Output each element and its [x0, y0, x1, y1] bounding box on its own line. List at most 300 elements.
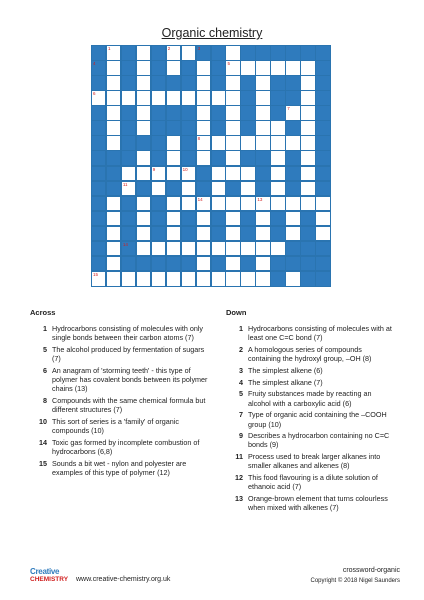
grid-cell-open[interactable] — [196, 226, 211, 242]
down-clue — [226, 410, 396, 428]
grid-cell-blocked — [181, 60, 196, 76]
grid-cell-blocked — [285, 90, 300, 106]
grid-cell-open[interactable] — [300, 105, 315, 121]
grid-cell-open[interactable] — [166, 45, 181, 61]
clue-number: 13 — [257, 196, 263, 202]
grid-cell-open[interactable] — [285, 226, 300, 242]
grid-cell-open[interactable] — [106, 45, 121, 61]
grid-cell-blocked — [121, 150, 136, 166]
grid-cell-open[interactable] — [166, 166, 181, 182]
grid-cell-blocked — [285, 150, 300, 166]
down-clue — [226, 378, 396, 387]
grid-cell-blocked — [196, 45, 211, 61]
grid-cell-blocked — [315, 135, 330, 151]
grid-cell-open[interactable] — [300, 166, 315, 182]
grid-cell-open[interactable] — [196, 211, 211, 227]
grid-cell-open[interactable] — [106, 60, 121, 76]
grid-cell-open[interactable] — [136, 105, 151, 121]
grid-cell-open[interactable] — [300, 150, 315, 166]
grid-cell-open[interactable] — [211, 90, 226, 106]
grid-cell-blocked — [240, 256, 255, 272]
grid-cell-blocked — [211, 60, 226, 76]
grid-cell-blocked — [211, 105, 226, 121]
grid-cell-blocked — [181, 120, 196, 136]
grid-cell-open[interactable] — [270, 181, 285, 197]
grid-cell-open[interactable] — [181, 45, 196, 61]
grid-cell-blocked — [106, 166, 121, 182]
clue-text: Compounds with the same chemical formula but different structures (7) — [52, 396, 206, 415]
clue-number-label: 11 — [235, 452, 243, 462]
grid-cell-blocked — [91, 211, 106, 227]
grid-cell-blocked — [181, 256, 196, 272]
grid-cell-blocked — [151, 60, 166, 76]
grid-cell-blocked — [315, 90, 330, 106]
across-clue — [30, 345, 210, 363]
clue-number-label: 3 — [239, 366, 243, 376]
grid-cell-open[interactable] — [196, 241, 211, 257]
grid-cell-open[interactable] — [315, 211, 330, 227]
grid-cell-open[interactable] — [196, 60, 211, 76]
grid-cell-open[interactable] — [255, 256, 270, 272]
grid-cell-blocked — [270, 211, 285, 227]
grid-cell-open[interactable] — [166, 241, 181, 257]
grid-cell-blocked — [91, 45, 106, 61]
grid-cell-blocked — [285, 75, 300, 91]
grid-cell-open[interactable] — [106, 90, 121, 106]
clue-number: 1 — [107, 46, 111, 51]
grid-cell-open[interactable] — [300, 120, 315, 136]
clue-text: Hydrocarbons consisting of molecules with only single bonds between their carbon atoms (7) — [52, 324, 204, 343]
grid-cell-open[interactable] — [136, 211, 151, 227]
grid-cell-open[interactable] — [255, 241, 270, 257]
grid-cell-blocked — [255, 45, 270, 61]
grid-cell-blocked — [285, 166, 300, 182]
grid-cell-open[interactable] — [91, 271, 106, 287]
page-title: Organic chemistry — [161, 26, 263, 40]
grid-cell-blocked — [91, 196, 106, 212]
grid-cell-blocked — [166, 256, 181, 272]
grid-cell-blocked — [166, 105, 181, 121]
grid-cell-open[interactable] — [136, 241, 151, 257]
grid-cell-open[interactable] — [106, 75, 121, 91]
clue-number-label: 6 — [43, 366, 47, 376]
grid-cell-blocked — [255, 181, 270, 197]
grid-cell-open[interactable] — [240, 60, 255, 76]
grid-cell-open[interactable] — [240, 135, 255, 151]
clue-number: 2 — [167, 46, 171, 51]
grid-cell-blocked — [300, 45, 315, 61]
grid-cell-open[interactable] — [225, 166, 240, 182]
grid-cell-open[interactable] — [136, 45, 151, 61]
clue-number-label: 12 — [235, 473, 243, 483]
grid-cell-open[interactable] — [225, 135, 240, 151]
grid-cell-open[interactable] — [270, 196, 285, 212]
clue-text: Sounds a bit wet - nylon and polyester are examples of this type of polymer (12) — [52, 458, 187, 478]
across-clue — [30, 459, 210, 477]
clue-number: 11 — [122, 181, 128, 187]
grid-cell-open[interactable] — [255, 196, 270, 212]
grid-cell-open[interactable] — [121, 90, 136, 106]
grid-cell-blocked — [315, 241, 330, 257]
grid-cell-open[interactable] — [196, 256, 211, 272]
across-clue-list — [30, 324, 210, 477]
grid-cell-blocked — [240, 75, 255, 91]
grid-cell-blocked — [285, 181, 300, 197]
grid-cell-blocked — [211, 226, 226, 242]
grid-cell-open[interactable] — [196, 271, 211, 287]
grid-cell-blocked — [151, 226, 166, 242]
grid-cell-blocked — [270, 45, 285, 61]
grid-cell-open[interactable] — [225, 60, 240, 76]
clue-text: The simplest alkane (7) — [248, 377, 323, 387]
grid-cell-open[interactable] — [136, 196, 151, 212]
clue-text: Type of organic acid containing the –COOH group (10) — [248, 410, 387, 429]
grid-cell-open[interactable] — [255, 75, 270, 91]
grid-cell-open[interactable] — [166, 211, 181, 227]
grid-cell-open[interactable] — [270, 60, 285, 76]
grid-cell-open[interactable] — [151, 181, 166, 197]
clue-number-label: 1 — [43, 324, 47, 334]
grid-cell-open[interactable] — [136, 226, 151, 242]
grid-cell-blocked — [121, 45, 136, 61]
grid-cell-open[interactable] — [225, 45, 240, 61]
grid-cell-open[interactable] — [225, 150, 240, 166]
clue-text: This food flavouring is a dilute solution of ethanoic acid (7) — [248, 473, 378, 492]
grid-cell-blocked — [240, 211, 255, 227]
grid-cell-blocked — [285, 241, 300, 257]
grid-cell-blocked — [270, 105, 285, 121]
grid-cell-blocked — [240, 150, 255, 166]
clue-number: 6 — [93, 91, 96, 97]
clue-number: 14 — [197, 196, 203, 202]
grid-cell-blocked — [106, 181, 121, 197]
grid-cell-open[interactable] — [240, 196, 255, 212]
grid-cell-open[interactable] — [240, 166, 255, 182]
grid-cell-blocked — [121, 196, 136, 212]
grid-cell-open[interactable] — [225, 90, 240, 106]
grid-cell-open[interactable] — [196, 90, 211, 106]
grid-cell-open[interactable] — [106, 271, 121, 287]
grid-cell-open[interactable] — [315, 226, 330, 242]
grid-cell-blocked — [151, 256, 166, 272]
grid-cell-open[interactable] — [181, 241, 196, 257]
grid-cell-open[interactable] — [91, 90, 106, 106]
grid-cell-open[interactable] — [106, 256, 121, 272]
grid-cell-open[interactable] — [166, 226, 181, 242]
grid-cell-open[interactable] — [315, 196, 330, 212]
grid-cell-open[interactable] — [255, 226, 270, 242]
grid-cell-open[interactable] — [270, 120, 285, 136]
grid-cell-open[interactable] — [136, 120, 151, 136]
grid-cell-open[interactable] — [270, 166, 285, 182]
grid-cell-open[interactable] — [211, 181, 226, 197]
grid-cell-open[interactable] — [151, 241, 166, 257]
grid-cell-open[interactable] — [106, 120, 121, 136]
grid-cell-blocked — [181, 226, 196, 242]
across-clue — [30, 324, 210, 342]
grid-cell-blocked — [151, 135, 166, 151]
grid-cell-open[interactable] — [181, 196, 196, 212]
down-clue — [226, 389, 396, 407]
clue-text: An anagram of 'storming teeth' - this type of polymer has covalent bonds between its polymer chains (13) — [52, 366, 208, 394]
grid-cell-blocked — [166, 75, 181, 91]
grid-cell-open[interactable] — [166, 271, 181, 287]
clue-text: Hydrocarbons consisting of molecules with at least one C=C bond (7) — [248, 324, 392, 343]
grid-cell-blocked — [315, 256, 330, 272]
clue-number-label: 5 — [239, 389, 243, 399]
clue-number-label: 1 — [239, 324, 243, 334]
grid-cell-open[interactable] — [136, 271, 151, 287]
grid-cell-blocked — [315, 45, 330, 61]
grid-cell-open[interactable] — [136, 60, 151, 76]
grid-cell-blocked — [211, 120, 226, 136]
grid-cell-open[interactable] — [255, 120, 270, 136]
clue-number: 14 — [122, 241, 128, 247]
grid-cell-open[interactable] — [136, 75, 151, 91]
grid-cell-open[interactable] — [166, 135, 181, 151]
grid-cell-blocked — [121, 241, 136, 257]
down-clue — [226, 431, 396, 449]
across-clue — [30, 396, 210, 414]
grid-cell-blocked — [166, 120, 181, 136]
grid-cell-open[interactable] — [300, 196, 315, 212]
grid-cell-blocked — [91, 166, 106, 182]
grid-cell-open[interactable] — [121, 166, 136, 182]
grid-cell-open[interactable] — [285, 271, 300, 287]
grid-cell-blocked — [151, 120, 166, 136]
grid-cell-blocked — [91, 150, 106, 166]
creative-chemistry-logo — [30, 567, 68, 585]
across-clues — [30, 308, 210, 480]
grid-cell-blocked — [196, 166, 211, 182]
clue-text: Orange-brown element that turns colourless when mixed with alkenes (7) — [248, 493, 388, 513]
grid-cell-open[interactable] — [211, 271, 226, 287]
grid-cell-open[interactable] — [225, 211, 240, 227]
grid-cell-blocked — [300, 241, 315, 257]
grid-cell-open[interactable] — [300, 60, 315, 76]
grid-cell-open[interactable] — [225, 75, 240, 91]
grid-cell-open[interactable] — [285, 60, 300, 76]
grid-cell-blocked — [121, 135, 136, 151]
grid-cell-blocked — [91, 120, 106, 136]
grid-cell-blocked — [91, 256, 106, 272]
grid-cell-open[interactable] — [181, 90, 196, 106]
grid-cell-blocked — [136, 256, 151, 272]
grid-cell-open[interactable] — [225, 120, 240, 136]
grid-cell-blocked — [240, 90, 255, 106]
clue-text: Toxic gas formed by incomplete combustion of hydrocarbons (6,8) — [52, 437, 200, 457]
grid-cell-blocked — [255, 166, 270, 182]
grid-cell-open[interactable] — [211, 241, 226, 257]
grid-cell-blocked — [211, 256, 226, 272]
grid-cell-blocked — [106, 150, 121, 166]
grid-cell-open[interactable] — [211, 166, 226, 182]
grid-cell-blocked — [315, 150, 330, 166]
clue-number-label: 9 — [239, 431, 243, 441]
grid-cell-open[interactable] — [166, 150, 181, 166]
clue-number: 8 — [197, 136, 201, 142]
grid-cell-open[interactable] — [166, 60, 181, 76]
clue-number-label: 14 — [39, 437, 47, 447]
clue-text: The simplest alkene (6) — [248, 366, 323, 376]
grid-cell-open[interactable] — [300, 90, 315, 106]
grid-cell-open[interactable] — [300, 181, 315, 197]
grid-cell-open[interactable] — [136, 166, 151, 182]
down-clue — [226, 452, 396, 470]
across-clue — [30, 417, 210, 435]
grid-cell-open[interactable] — [285, 105, 300, 121]
grid-cell-blocked — [136, 135, 151, 151]
grid-cell-open[interactable] — [106, 105, 121, 121]
grid-cell-open[interactable] — [196, 150, 211, 166]
grid-cell-blocked — [315, 105, 330, 121]
grid-cell-blocked — [121, 226, 136, 242]
grid-cell-blocked — [270, 226, 285, 242]
grid-cell-blocked — [121, 120, 136, 136]
copyright-text: Copyright © 2018 Nigel Saunders — [310, 578, 400, 584]
grid-cell-open[interactable] — [240, 241, 255, 257]
grid-cell-open[interactable] — [166, 196, 181, 212]
clue-text: A homologous series of compounds containing the hydroxyl group, –OH (8) — [248, 345, 372, 364]
grid-cell-open[interactable] — [196, 105, 211, 121]
grid-cell-blocked — [121, 75, 136, 91]
grid-cell-open[interactable] — [121, 181, 136, 197]
grid-cell-open[interactable] — [300, 75, 315, 91]
clue-number-label: 2 — [239, 345, 243, 355]
clue-text: The alcohol produced by fermentation of sugars (7) — [52, 345, 205, 364]
grid-cell-blocked — [240, 226, 255, 242]
grid-cell-open[interactable] — [196, 75, 211, 91]
clue-number-label: 13 — [235, 493, 243, 503]
grid-cell-open[interactable] — [181, 271, 196, 287]
grid-cell-open[interactable] — [151, 90, 166, 106]
grid-cell-blocked — [315, 120, 330, 136]
down-clue — [226, 324, 396, 342]
grid-cell-blocked — [181, 105, 196, 121]
grid-cell-open[interactable] — [151, 271, 166, 287]
grid-cell-open[interactable] — [255, 90, 270, 106]
grid-cell-open[interactable] — [225, 105, 240, 121]
clue-number: 7 — [287, 106, 290, 112]
grid-cell-blocked — [91, 105, 106, 121]
grid-cell-open[interactable] — [225, 271, 240, 287]
grid-cell-open[interactable] — [211, 135, 226, 151]
across-heading: Across — [30, 308, 56, 317]
grid-cell-blocked — [151, 105, 166, 121]
clue-number-label: 15 — [39, 458, 47, 468]
grid-cell-open[interactable] — [300, 135, 315, 151]
grid-cell-blocked — [315, 166, 330, 182]
grid-cell-open[interactable] — [225, 256, 240, 272]
down-clue — [226, 473, 396, 491]
grid-cell-open[interactable] — [136, 150, 151, 166]
grid-cell-open[interactable] — [225, 196, 240, 212]
grid-cell-open[interactable] — [106, 241, 121, 257]
grid-cell-blocked — [181, 75, 196, 91]
clue-text: Process used to break larger alkanes into smaller alkanes and alkenes (8) — [248, 452, 381, 471]
grid-cell-blocked — [270, 271, 285, 287]
grid-cell-open[interactable] — [196, 120, 211, 136]
down-heading: Down — [226, 308, 247, 317]
clue-number-label: 8 — [43, 396, 47, 406]
grid-cell-blocked — [136, 181, 151, 197]
clue-text: This sort of series is a 'family' of organic compounds (10) — [52, 417, 179, 436]
grid-cell-open[interactable] — [136, 90, 151, 106]
document-code: crossword-organic — [342, 567, 400, 574]
grid-cell-open[interactable] — [285, 135, 300, 151]
grid-cell-blocked — [151, 150, 166, 166]
grid-cell-blocked — [211, 211, 226, 227]
clue-number: 3 — [197, 46, 201, 51]
clue-number-label: 10 — [39, 417, 47, 427]
grid-cell-blocked — [285, 120, 300, 136]
grid-cell-open[interactable] — [285, 196, 300, 212]
grid-cell-open[interactable] — [196, 196, 211, 212]
grid-cell-blocked — [240, 120, 255, 136]
grid-cell-open[interactable] — [270, 135, 285, 151]
grid-cell-blocked — [151, 211, 166, 227]
grid-cell-blocked — [240, 45, 255, 61]
grid-cell-open[interactable] — [106, 135, 121, 151]
clue-number: 10 — [182, 166, 188, 172]
grid-cell-blocked — [315, 75, 330, 91]
clue-number-label: 5 — [43, 345, 47, 355]
grid-cell-blocked — [315, 271, 330, 287]
grid-cell-open[interactable] — [151, 166, 166, 182]
grid-cell-open[interactable] — [181, 166, 196, 182]
grid-cell-open[interactable] — [255, 211, 270, 227]
grid-cell-open[interactable] — [285, 211, 300, 227]
grid-cell-open[interactable] — [121, 271, 136, 287]
clue-number: 4 — [93, 61, 96, 67]
website-link[interactable]: www.creative-chemistry.org.uk — [76, 576, 171, 583]
grid-cell-open[interactable] — [270, 150, 285, 166]
down-clues — [226, 308, 396, 515]
down-clue — [226, 366, 396, 375]
grid-cell-open[interactable] — [181, 181, 196, 197]
grid-cell-open[interactable] — [106, 196, 121, 212]
clue-number-label: 4 — [239, 377, 243, 387]
down-clue-list — [226, 324, 396, 512]
grid-cell-open[interactable] — [196, 135, 211, 151]
grid-cell-open[interactable] — [211, 196, 226, 212]
grid-cell-open[interactable] — [255, 135, 270, 151]
grid-cell-blocked — [151, 196, 166, 212]
grid-cell-blocked — [300, 271, 315, 287]
grid-cell-open[interactable] — [270, 241, 285, 257]
grid-cell-open[interactable] — [106, 226, 121, 242]
grid-cell-open[interactable] — [225, 241, 240, 257]
grid-cell-blocked — [181, 150, 196, 166]
grid-cell-blocked — [196, 181, 211, 197]
grid-cell-open[interactable] — [240, 271, 255, 287]
grid-cell-open[interactable] — [255, 60, 270, 76]
crossword-grid — [91, 45, 330, 286]
grid-cell-open[interactable] — [255, 271, 270, 287]
grid-cell-blocked — [91, 226, 106, 242]
clue-text: Describes a hydrocarbon containing no C=C bonds (9) — [248, 431, 390, 450]
grid-cell-open[interactable] — [240, 181, 255, 197]
grid-cell-blocked — [166, 181, 181, 197]
grid-cell-blocked — [91, 60, 106, 76]
grid-cell-blocked — [315, 181, 330, 197]
grid-cell-open[interactable] — [106, 211, 121, 227]
grid-cell-open[interactable] — [166, 90, 181, 106]
grid-cell-open[interactable] — [255, 105, 270, 121]
grid-cell-blocked — [300, 256, 315, 272]
grid-cell-open[interactable] — [225, 226, 240, 242]
grid-cell-blocked — [225, 181, 240, 197]
